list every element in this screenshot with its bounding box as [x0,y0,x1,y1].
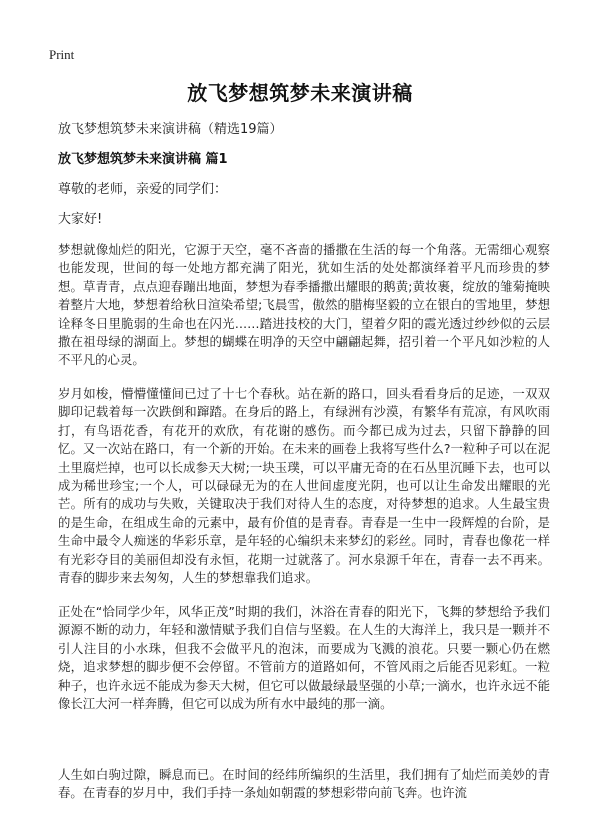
page-title: 放飞梦想筑梦未来演讲稿 [187,81,413,105]
section-heading: 放飞梦想筑梦未来演讲稿 篇1 [58,152,228,167]
greeting-line: 尊敬的老师，亲爱的同学们： [58,182,228,197]
paragraph-2: 岁月如梭，懵懵懂懂间已过了十七个春秋。站在新的路口，回头看看身后的足迹，一双双脚印记载着每一次跌倒和蹿踏。在身后的路上，有绿洲有沙漠，有繁华有荒凉，有风吹雨打，有鸟语花香，有花开的欢欣，有花谢的感伤。而今都已成为过去，只留下静静的回忆。又一次站在路口，有一个新的开始。在未来的画卷上我将写些什么?一粒种子可以在泥土里腐烂掉，也可以长成参天大树;一块玉璞，可以平庸无奇的在石丛里沉睡下去，也可以成为稀世珍宝;一个人，可以碌碌无为的在人世间虚度光阴，也可以让生命发出耀眼的光芒。所有的成功与失败，关键取决于我们对待人生的态度，对待梦想的追求。人生最宝贵的是生命，在组成生命的元素中，最有价值的是青春。青春是一生中一段辉煌的台阶，是生命中最令人痴迷的华彩乐章，是年轻的心编织未来梦幻的彩丝。同时，青春也像花一样有光彩夺目的美丽但却没有永恒，花期一过就落了。河水泉源千年在，青春一去不再来。青春的脚步来去匆匆，人生的梦想靠我们追求。 [58,386,550,586]
print-label: Print [49,47,75,62]
paragraph-1: 梦想就像灿烂的阳光，它源于天空，毫不吝啬的播撒在生活的每一个角落。无需细心观察也能发现，世间的每一处地方都充满了阳光，犹如生活的处处都演绎着平凡而珍贵的梦想。草青青，点点迎春蹦出地面，梦想为春季播撒出耀眼的鹅黄;黄妆裹，绽放的雏菊掩映着整片大地，梦想着给秋日渲染希望;飞晨雪，傲然的腊梅坚毅的立在银白的雪地里，梦想诠释冬日里脆弱的生命也在闪光……踏进技校的大门，望着夕阳的霞光透过纱纱似的云层撒在祖母绿的湖面上。梦想的蝴蝶在明净的天空中翩翩起舞，招引着一个平凡如沙粒的人不平凡的心灵。 [58,242,550,368]
document-subtitle: 放飞梦想筑梦未来演讲稿（精选19篇） [58,122,283,137]
paragraph-4: 人生如白驹过隙，瞬息而已。在时间的经纬所编织的生活里，我们拥有了灿烂而美妙的青春。在青春的岁月中，我们手持一条灿如朝霞的梦想彩带向前飞奔。也许流 [58,767,550,801]
hello-line: 大家好! [58,212,103,227]
paragraph-3: 正处在“恰同学少年，风华正茂”时期的我们，沐浴在青春的阳光下，飞舞的梦想给予我们源源不断的动力，年轻和激情赋予我们自信与坚毅。在人生的大海洋上，我只是一颗并不引人注目的小水珠，但我不会做平凡的泡沫，而要成为飞溅的浪花。只要一颗心仍在燃烧，追求梦想的脚步便不会停留。不管前方的道路如何，不管风雨之后能否见彩虹。一粒种子，也许永远不能成为参天大树，但它可以做最绿最坚强的小草;一滴水，也许永远不能像长江大河一样奔腾，但它可以成为所有水中最纯的那一滴。 [58,604,550,712]
